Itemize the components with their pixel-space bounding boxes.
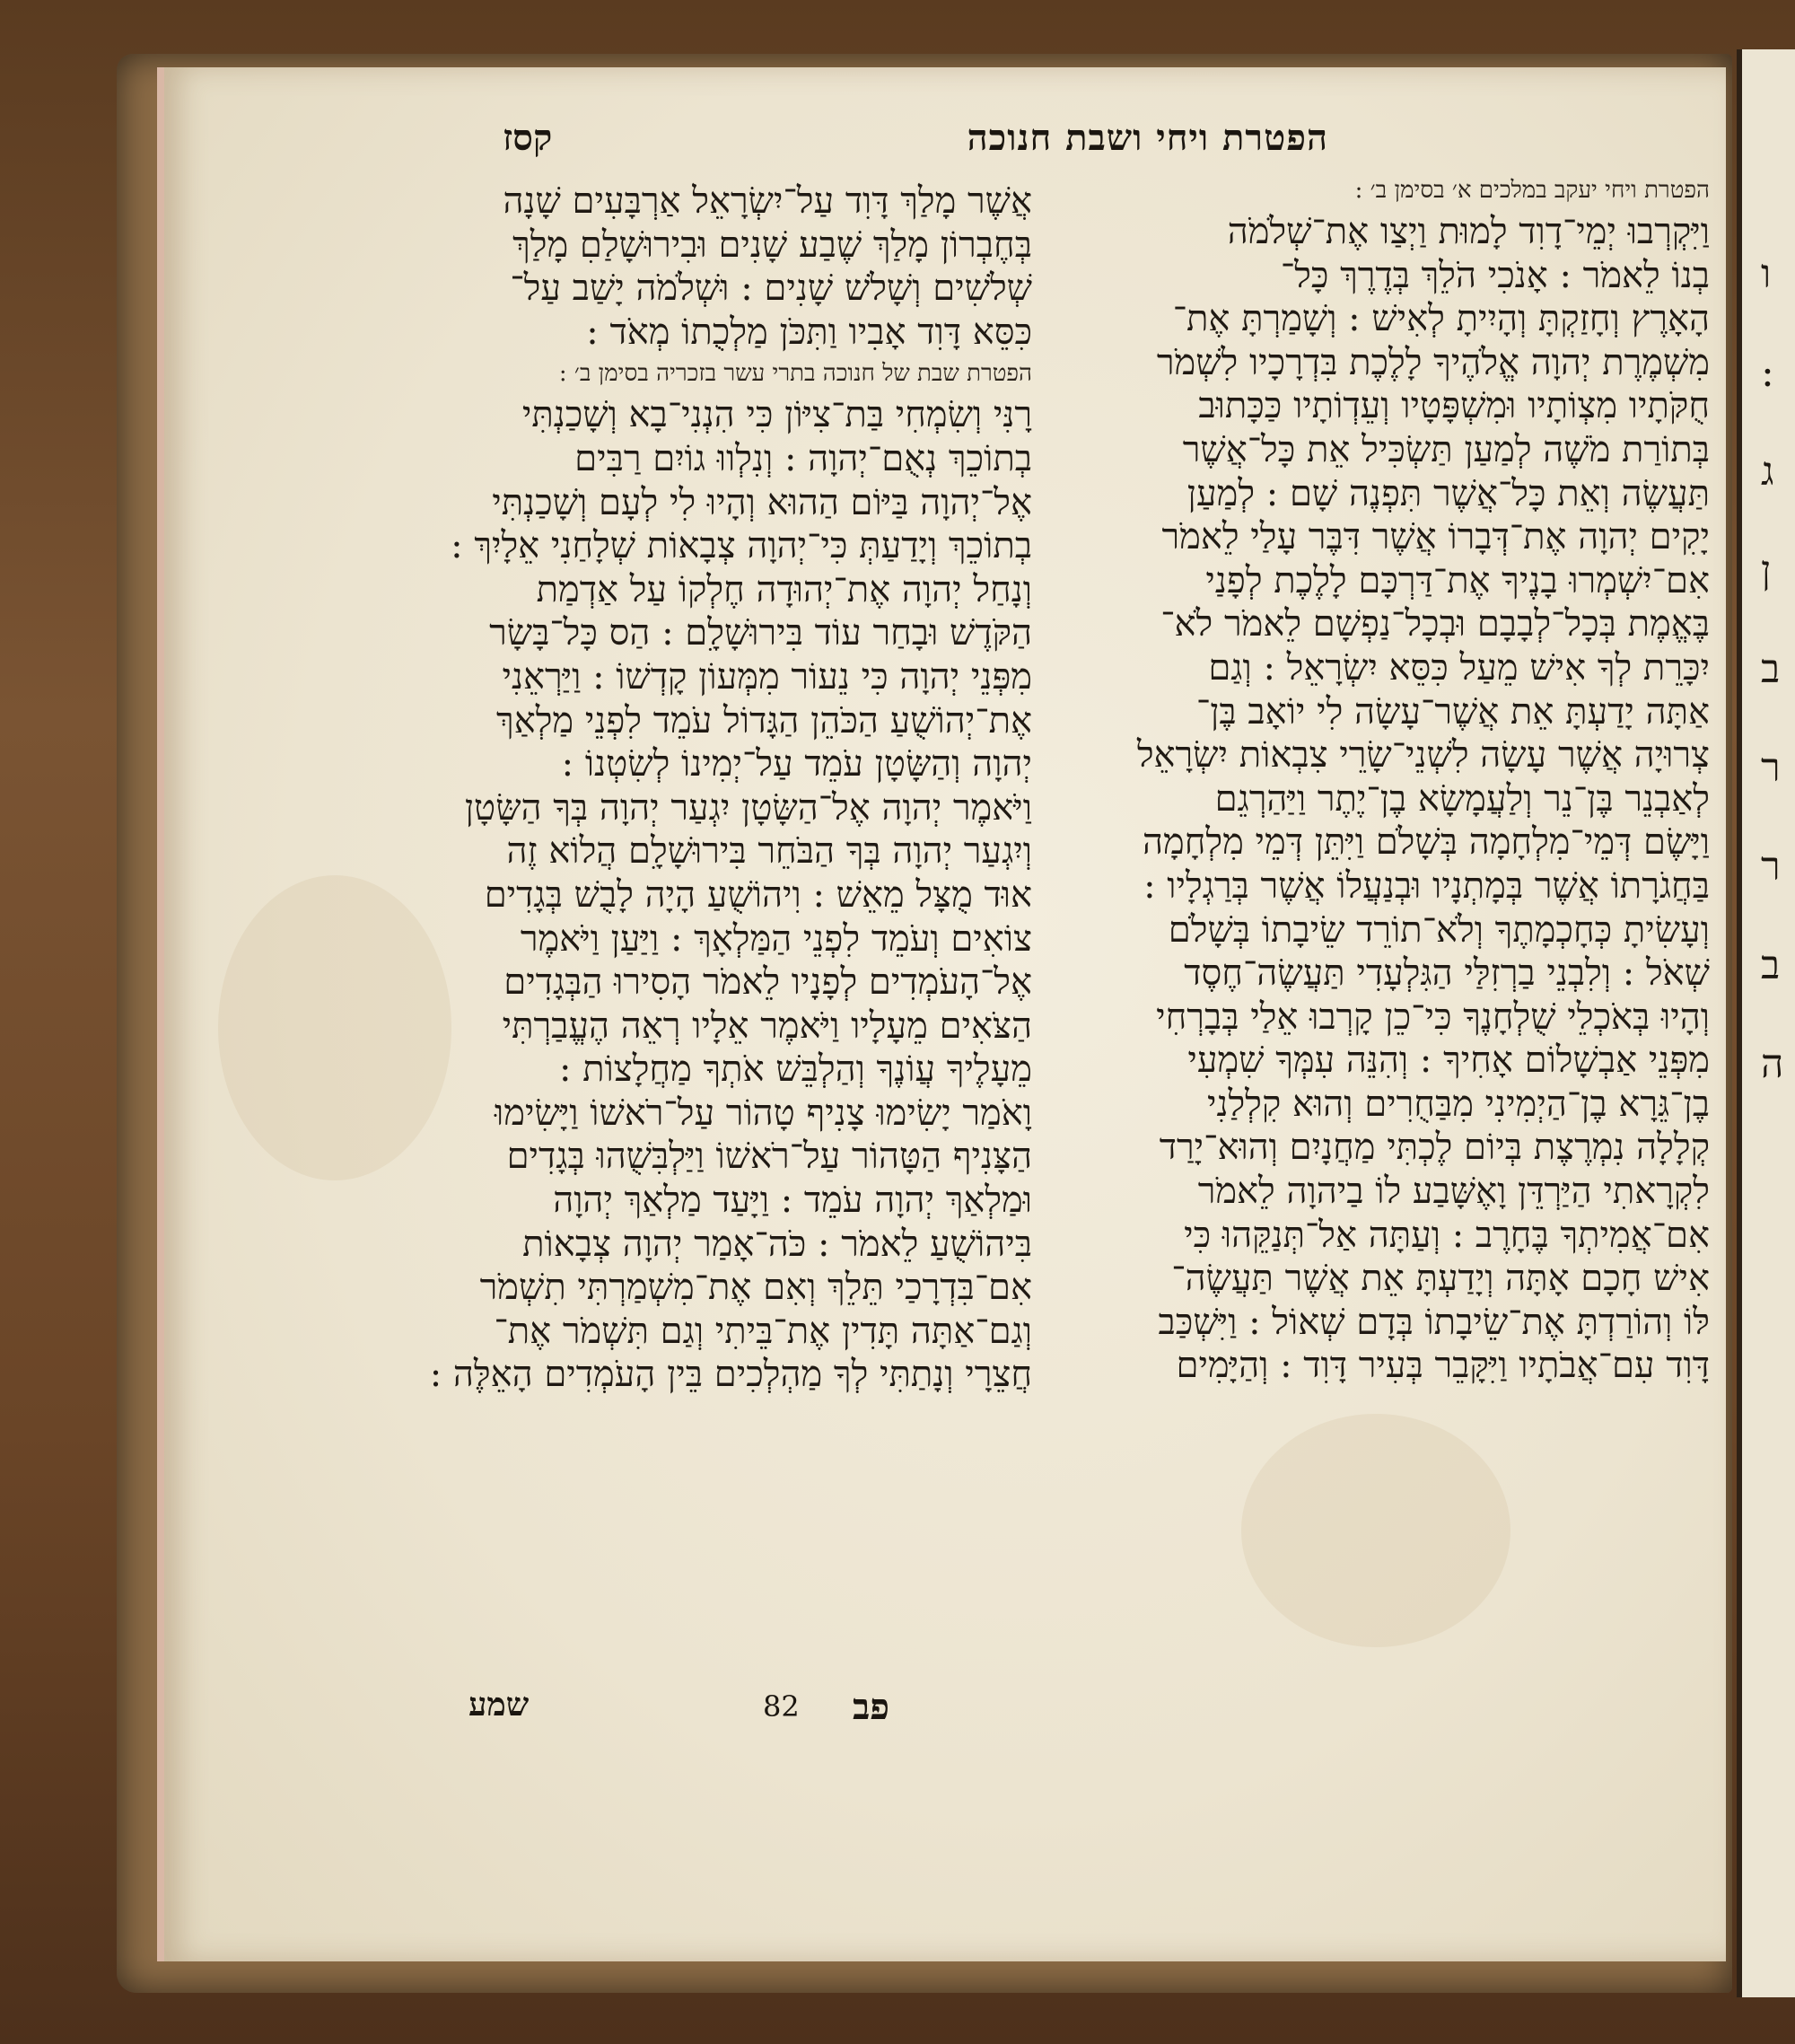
arabic-page-number: 82 xyxy=(763,1689,800,1724)
text-line: אֶת־יְהוֹשֻׁעַ הַכֹּהֵן הַגָּדוֹל עֹמֵד לִפְנֵי מַלְאַךְ xyxy=(496,699,1032,741)
gathering-signature: פב xyxy=(853,1686,890,1728)
text-line: וַיִּקְרְבוּ יְמֵי־דָוִד לָמוּת וַיְצַו אֶת־שְׁלֹמֹה xyxy=(1227,211,1710,252)
facing-page-glyph: ו xyxy=(1761,251,1772,297)
text-line: שְׁאֹל : וְלִבְנֵי בַרְזִלַּי הַגִּלְעָדִי תַּעֲשֶׂה־חֶסֶד xyxy=(1184,952,1710,995)
header-page-number: קסז xyxy=(503,117,553,159)
facing-page-glyph: ר xyxy=(1761,745,1781,791)
text-line: וְגַם־אַתָּה תָּדִין אֶת־בֵּיתִי וְגַם תִּשְׁמֹר אֶת־ xyxy=(494,1310,1032,1352)
catchword: שמע xyxy=(468,1686,530,1724)
text-line: בֶּאֱמֶת בְּכָל־לְבָבָם וּבְכָל־נַפְשָׁם לֵאמֹר לֹא־ xyxy=(1160,603,1710,645)
text-line: בְתוֹכֵךְ נְאֻם־יְהוָה : וְנִלְווּ גוֹיִם רַבִּים xyxy=(574,437,1032,479)
text-line: לִקְרָאתִי הַיַּרְדֵּן וָאֶשָּׁבַע לוֹ בַיהוָה לֵאמֹר xyxy=(1197,1171,1710,1213)
text-line: אִישׁ חָכָם אָתָּה וְיָדַעְתָּ אֵת אֲשֶׁר תַּעֲשֶׂה־ xyxy=(1171,1258,1710,1300)
text-line: קְלָלָה נִמְרֶצֶת בְּיוֹם לֶכְתִּי מַחֲנָיִם וְהוּא־יָרַד xyxy=(1159,1127,1710,1169)
text-line: בְּתוֹרַת מֹשֶׁה לְמַעַן תַּשְׂכִּיל אֵת כָּל־אֲשֶׁר xyxy=(1182,428,1710,470)
text-line: רָנִּי וְשִׂמְחִי בַּת־צִיּוֹן כִּי הִנְנִי־בָא וְשָׁכַנְתִּי xyxy=(521,394,1032,436)
text-line: מִפְּנֵי אַבְשָׁלוֹם אָחִיךָ : וְהִנֵּה עִמְּךָ שִׁמְעִי xyxy=(1187,1040,1710,1082)
text-line: מִשְׁמֶרֶת יְהוָה אֱלֹהֶיךָ לָלֶכֶת בִּדְרָכָיו לִשְׁמֹר xyxy=(1156,341,1710,383)
paper-stain xyxy=(1241,1414,1510,1647)
text-line: אִם־אֲמִיתְךָ בֶּחָרֶב : וְעַתָּה אַל־תְּנַקֵּהוּ כִּי xyxy=(1184,1214,1710,1256)
text-line: וְנָחַל יְהוָה אֶת־יְהוּדָה חֶלְקוֹ עַל אַדְמַת xyxy=(536,568,1032,610)
facing-page-glyph: : xyxy=(1761,350,1774,396)
facing-page xyxy=(1737,49,1795,1997)
left-column-top-lines xyxy=(386,180,1032,354)
text-line: שְׁלֹשִׁים וְשָׁלֹשׁ שָׁנִים : וּשְׁלֹמֹה יָשַׁב עַל־ xyxy=(510,268,1032,310)
text-line: כִּסֵּא דָּוִד אָבִיו וַתִּכֹּן מַלְכֻתוֹ מְאֹד : xyxy=(586,311,1032,353)
facing-page-glyph: ב xyxy=(1761,646,1781,692)
text-line: וְהָיוּ בְּאֹכְלֵי שֻׁלְחָנֶךָ כִּי־כֵן קָרְבוּ אֵלַי בְּבָרְחִי xyxy=(1156,996,1710,1038)
text-line: וָאֹמַר יָשִׂימוּ צָנִיף טָהוֹר עַל־רֹאשׁוֹ וַיָּשִׂימוּ xyxy=(495,1092,1032,1134)
text-line: אִם־יִשְׁמְרוּ בָנֶיךָ אֶת־דַּרְכָּם לָלֶכֶת לְפָנַי xyxy=(1205,559,1710,601)
facing-page-glyph: ה xyxy=(1761,1041,1784,1087)
text-line: מֵעָלֶיךָ עֲוֹנֶךָ וְהַלְבֵּשׁ אֹתְךָ מַחֲלָצוֹת : xyxy=(558,1048,1032,1091)
text-line: צְרוּיָה אֲשֶׁר עָשָׂה לִשְׁנֵי־שָׂרֵי צִבְאוֹת יִשְׂרָאֵל xyxy=(1136,734,1710,776)
text-line: הָאָרֶץ וְחָזַקְתָּ וְהָיִיתָ לְאִישׁ : וְשָׁמַרְתָּ אֶת־ xyxy=(1172,298,1710,340)
facing-page-glyph: ר xyxy=(1761,844,1781,890)
left-text-column xyxy=(386,180,1032,1397)
text-line: בְנוֹ לֵאמֹר : אָנֹכִי הֹלֵךְ בְּדֶרֶךְ כָּל־ xyxy=(1280,254,1710,296)
text-line: בַּחֲגֹרָתוֹ אֲשֶׁר בְּמָתְנָיו וּבְנַעֲלוֹ אֲשֶׁר בְּרַגְלָיו : xyxy=(1143,864,1710,907)
text-line: וַיֹּאמֶר יְהוָה אֶל־הַשָּׂטָן יִגְעַר יְהוָה בְּךָ הַשָּׂטָן xyxy=(464,786,1032,829)
text-line: וַיָּשֶׂם דְּמֵי־מִלְחָמָה בְּשָׁלֹם וַיִּתֵּן דְּמֵי מִלְחָמָה xyxy=(1143,821,1710,864)
text-line: מִפְּנֵי יְהוָה כִּי נֵעוֹר מִמְּעוֹן קָדְשׁוֹ : וַיַּרְאֵנִי xyxy=(502,655,1032,697)
text-line: דָּוִד עִם־אֲבֹתָיו וַיִּקָּבֵר בְּעִיר דָּוִד : וְהַיָּמִים xyxy=(1176,1345,1710,1387)
right-text-column xyxy=(1046,171,1710,1388)
text-line: בְתוֹכֵךְ וְיָדַעַתְּ כִּי־יְהוָה צְבָאוֹת שְׁלָחַנִי אֵלָיִךְ : xyxy=(451,525,1032,567)
text-line: חֲצֵרָי וְנָתַתִּי לְךָ מַהְלְכִים בֵּין הָעֹמְדִים הָאֵלֶּה : xyxy=(429,1354,1032,1396)
text-line: וְיִגְעַר יְהוָה בְּךָ הַבֹּחֵר בִּירוּשָׁלִָם הֲלוֹא זֶה xyxy=(506,830,1032,873)
text-line: אוּד מֻצָּל מֵאֵשׁ : וִיהוֹשֻׁעַ הָיָה לָבֻשׁ בְּגָדִים xyxy=(484,873,1032,916)
text-line: יְהוָה וְהַשָּׂטָן עֹמֵד עַל־יְמִינוֹ לְשִׂטְנוֹ : xyxy=(561,743,1032,785)
text-line: הַצָּנִיף הַטָּהוֹר עַל־רֹאשׁוֹ וַיַּלְבִּשֻׁהוּ בְּגָדִים xyxy=(506,1136,1032,1178)
text-line: חֻקֹּתָיו מִצְוֹתָיו וּמִשְׁפָּטָיו וְעֵדְוֹתָיו כַּכָּתוּב xyxy=(1198,385,1710,427)
text-line: הַקֹּדֶשׁ וּבָחַר עוֹד בִּירוּשָׁלִָם : הַס כָּל־בָּשָׂר xyxy=(489,612,1032,654)
left-column-main-lines xyxy=(386,393,1032,1397)
page-footer xyxy=(449,1686,987,1740)
running-header xyxy=(503,117,1328,171)
facing-page-glyph: ב xyxy=(1761,943,1781,988)
haftarah-rubric-chanukah: הפטרת שבת של חנוכה בתרי עשר בזכריה בסימן ב׳ : xyxy=(558,360,1032,388)
text-line: וְעָשִׂיתָ כְּחָכְמָתֶךָ וְלֹא־תוֹרֵד שֵׂיבָתוֹ בְּשָׁלֹם xyxy=(1168,908,1710,951)
text-line: תַּעֲשֶׂה וְאֵת כָּל־אֲשֶׁר תִּפְנֶה שָׁם : לְמַעַן xyxy=(1186,472,1710,514)
facing-page-glyph: ן xyxy=(1761,548,1772,593)
text-line: בִּיהוֹשֻׁעַ לֵאמֹר : כֹּה־אָמַר יְהוָה צְבָאוֹת xyxy=(522,1223,1032,1265)
haftarah-rubric: הפטרת ויחי יעקב במלכים א׳ בסימן ב׳ : xyxy=(1354,177,1710,204)
text-line: וּמַלְאַךְ יְהוָה עֹמֵד : וַיָּעַד מַלְאַךְ יְהוָה xyxy=(553,1180,1032,1222)
text-line: יִכָּרֵת לְךָ אִישׁ מֵעַל כִּסֵּא יִשְׂרָאֵל : וְגַם xyxy=(1208,646,1710,689)
facing-page-glyph: ג xyxy=(1761,449,1774,495)
text-line: בֶן־גֵּרָא בֶן־הַיְמִינִי מִבַּחֻרִים וְהוּא קִלְלַנִי xyxy=(1206,1083,1710,1125)
text-line: אֶל־הָעֹמְדִים לְפָנָיו לֵאמֹר הָסִירוּ הַבְּגָדִים xyxy=(503,961,1032,1004)
text-line: אִם־בִּדְרָכַי תֵּלֵךְ וְאִם אֶת־מִשְׁמַרְתִּי תִשְׁמֹר xyxy=(479,1267,1032,1309)
text-line: לְאַבְנֵר בֶּן־נֵר וְלַעֲמָשָׂא בֶן־יֶתֶר וַיַּהַרְגֵם xyxy=(1214,777,1710,820)
text-line: אֲשֶׁר מָלַךְ דָּוִד עַל־יִשְׂרָאֵל אַרְבָּעִים שָׁנָה xyxy=(503,180,1032,222)
text-line: צוֹאִים וְעֹמֵד לִפְנֵי הַמַּלְאָךְ : וַיַּעַן וַיֹּאמֶר xyxy=(520,917,1032,960)
text-line: בְּחֶבְרוֹן מָלַךְ שֶׁבַע שָׁנִים וּבִירוּשָׁלַםִ מָלַךְ xyxy=(512,224,1032,266)
text-line: אֶל־יְהוָה בַּיּוֹם הַהוּא וְהָיוּ לִי לְעָם וְשָׁכַנְתִּי xyxy=(492,481,1032,523)
text-line: הַצֹּאִים מֵעָלָיו וַיֹּאמֶר אֵלָיו רְאֵה הֶעֱבַרְתִּי xyxy=(502,1004,1032,1047)
text-line: אַתָּה יָדַעְתָּ אֵת אֲשֶׁר־עָשָׂה לִי יוֹאָב בֶּן־ xyxy=(1195,690,1710,733)
header-title: הפטרת ויחי ושבת חנוכה xyxy=(967,117,1328,159)
text-line: יָקִים יְהוָה אֶת־דְּבָרוֹ אֲשֶׁר דִּבֶּר עָלַי לֵאמֹר xyxy=(1161,516,1710,558)
text-line: לּוֹ וְהוֹרַדְתָּ אֶת־שֵׂיבָתוֹ בְּדָם שְׁאוֹל : וַיִּשְׁכַּב xyxy=(1158,1301,1710,1343)
